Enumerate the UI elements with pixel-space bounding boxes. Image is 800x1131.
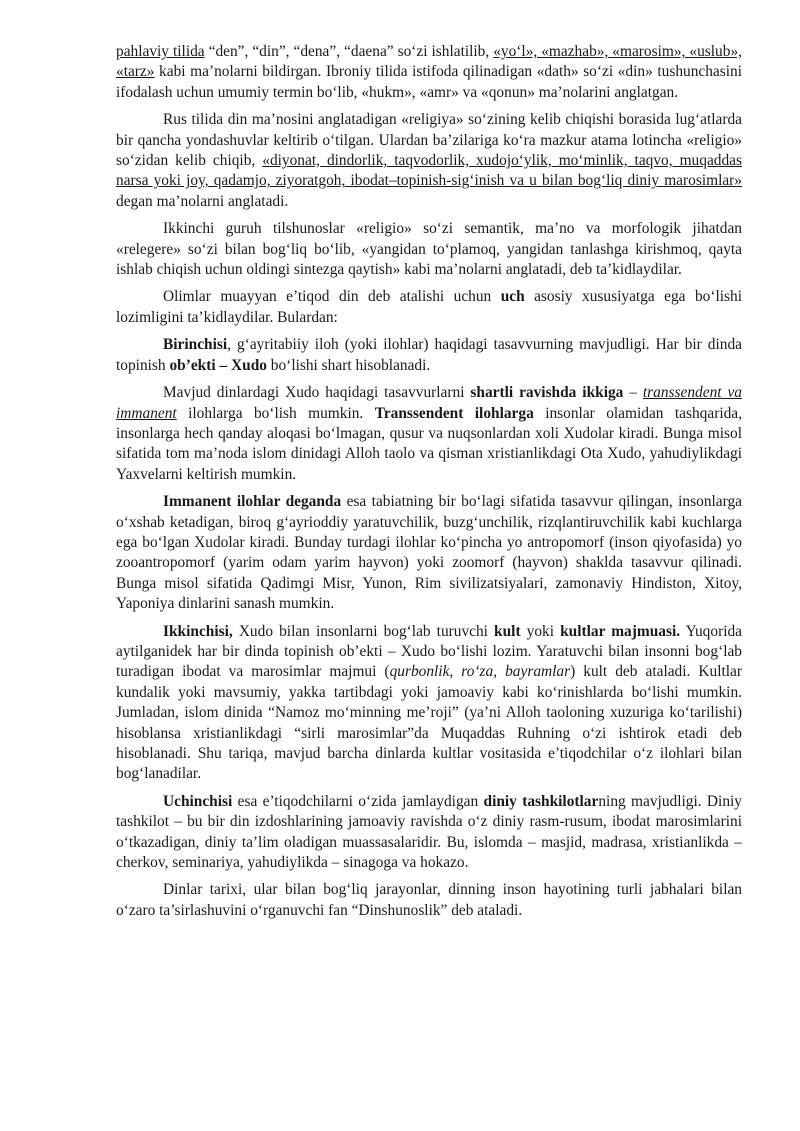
text-run: esa e’tiqodchilarni o‘zida jamlaydigan	[232, 792, 484, 810]
paragraph-1	[116, 42, 742, 103]
paragraph-5	[116, 335, 742, 376]
text-run: «diyonat, dindorlik, taqvodorlik, xudojo‘ylik, mo‘minlik, taqvo, muqaddas narsa yoki joy, qadamjo, ziyoratgoh, ibodat–topinish-sig‘inish va u bilan bog‘liq diniy marosimlar»	[116, 152, 742, 190]
text-run-bold: kult	[494, 622, 521, 640]
text-run-bold: ob’ekti – Xudo	[169, 356, 267, 374]
text-run: Olimlar muayyan e’tiqod din deb atalishi uchun	[163, 288, 501, 306]
text-run-italic-underline: transsendent va immanent	[116, 384, 742, 422]
paragraph-3	[116, 219, 742, 280]
text-run: –	[623, 384, 643, 402]
paragraph-6	[116, 383, 742, 485]
text-run: bo‘lishi shart hisoblanadi.	[266, 356, 431, 374]
text-run: ilohlarga bo‘lish mumkin.	[176, 404, 375, 422]
text-run-italic: qurbonlik, ro‘za, bayramlar	[389, 663, 571, 681]
text-run: Dinlar tarixi, ular bilan bog‘liq jarayonlar, dinning inson hayotining turli jabhalari bilan o‘zaro ta’sirlashuvini o‘rganuvchi fan “Dinshunoslik” deb ataladi.	[116, 881, 742, 919]
text-run: kabi ma’nolarni bildirgan. Ibroniy tilida istifoda qilinadigan «dath» so‘zi «din» tushunchasini ifodalash uchun umumiy termin bo‘lib, «hukm», «amr» va «qonun» ma’nolarini anglatgan.	[116, 63, 742, 101]
text-run: Yuqorida aytilganidek har bir dinda topinish ob’ekti – Xudo bo‘lishi lozim. Yaratuvchi bilan insonni bog‘lab turadigan ibodat va marosimlar majmui (	[116, 622, 742, 681]
text-run: “den”, “din”, “dena”, “daena” so‘zi ishlatilib,	[204, 43, 494, 60]
text-run-bold: shartli ravishda ikkiga	[470, 384, 624, 402]
paragraph-4	[116, 287, 742, 328]
text-run: «yo‘l», «mazhab», «marosim», «uslub», «tarz»	[116, 43, 742, 81]
text-run: Ikkinchi guruh tilshunoslar «religio» so‘zi semantik, ma’no va morfologik jihatdan «relegere» so‘zi bilan bog‘liq bo‘lib, «yangidan to‘plamoq, yangidan tanlashga kirishmoq, qayta ishlab chiqish uchun oldingi sintezga qaytish» kabi ma’nolarni anglatadi, deb ta’kidlaydilar.	[116, 220, 742, 279]
paragraph-8	[116, 622, 742, 785]
paragraph-2	[116, 110, 742, 212]
text-run-bold: Ikkinchisi,	[163, 622, 233, 640]
text-run: esa tabiatning bir bo‘lagi sifatida tasavvur qilingan, insonlarga o‘xshab ketadigan, biroq g‘ayrioddiy yaratuvchilik, buzg‘unchilik, rizqlantiruvchilik kabi kuchlarga ega bo‘lgan Xudolar kiradi. Bunday turdagi ilohlar ko‘pincha yo antropomorf (inson qiyofasida) yo zooantropomorf (yarim odam yarim hayvon) yoki zoomorf (hayvon) shaklda tasavvur qilinadi. Bunga misol sifatida Qadimgi Misr, Yunon, Rim sivilizatsiyalari, zamonaviy Hindiston, Xitoy, Yaponiya dinlarini sanash mumkin.	[116, 493, 742, 613]
text-run: ) kult deb ataladi. Kultlar kundalik yoki mavsumiy, yakka tartibdagi yoki jamoaviy kabi ko‘rinishlarda bo‘lishi mumkin. Jumladan, islom dinida “Namoz mo‘minning me’roji” (ya’ni Alloh taoloning xuzuriga ko‘tarilishi) hisoblansa xristianlikdagi “sirli marosimlar”da Muqaddas Ruhning o‘zi ishtirok etadi deb hisoblanadi. Shu tariqa, mavjud barcha dinlarda kultlar vositasida e’tiqodchilar o‘z ilohlari bilan bog‘lanadilar.	[116, 663, 742, 783]
text-run: ning mavjudligi. Diniy tashkilot – bu bir din izdoshlarining jamoaviy ravishda o‘z diniy rasm-rusum, ibodat marosimlarini o‘tkazadigan, diniy ta’lim oladigan muassasalaridir. Bu, islomda – masjid, madrasa, xristianlikda – cherkov, seminariya, yahudiylikda – sinagoga va hokazo.	[116, 792, 742, 872]
text-run-bold: Birinchisi	[163, 336, 228, 354]
text-run-bold: kultlar majmuasi.	[560, 622, 681, 640]
text-run: , g‘ayritabiiy iloh (yoki ilohlar) haqidagi tasavvurning mavjudligi. Har bir dinda topinish	[116, 336, 742, 374]
text-run: insonlar olamidan tashqarida, insonlarga hech qanday aloqasi bo‘lmagan, qusur va nuqsonlardan xoli Xudolar kiradi. Bunga misol sifatida tom ma’noda islom dinidagi Alloh taolo va qisman xristianlikdagi Ota Xudo, yahudiylikdagi Yaxvelarni keltirish mumkin.	[116, 404, 742, 483]
paragraph-7	[116, 492, 742, 614]
text-run-bold: Uchinchisi	[163, 792, 233, 810]
text-run: Rus tilida din ma’nosini anglatadigan «religiya» so‘zining kelib chiqishi borasida lug‘atlarda bir qancha yondashuvlar keltirib o‘tilgan. Ulardan ba’zilariga ko‘ra mazkur atama lotincha «religio» so‘zidan kelib chiqib,	[116, 111, 742, 170]
text-run: degan ma’nolarni anglatadi.	[116, 192, 289, 210]
text-run: yoki	[520, 622, 561, 640]
text-run-bold: uch	[500, 288, 525, 306]
text-run-bold: diniy tashkilotlar	[483, 792, 599, 810]
text-run: pahlaviy tilida	[116, 43, 205, 60]
paragraph-10	[116, 880, 742, 921]
text-run-bold: Transsendent ilohlarga	[374, 404, 534, 422]
text-run: Xudo bilan insonlarni bog‘lab turuvchi	[232, 622, 495, 640]
paragraph-9	[116, 792, 742, 874]
text-run: Mavjud dinlardagi Xudo haqidagi tasavvurlarni	[163, 384, 471, 402]
text-run-bold: Immanent ilohlar deganda	[163, 493, 342, 511]
text-run: asosiy xususiyatga ega bo‘lishi lozimligini ta’kidlaydilar. Bulardan:	[116, 288, 742, 326]
